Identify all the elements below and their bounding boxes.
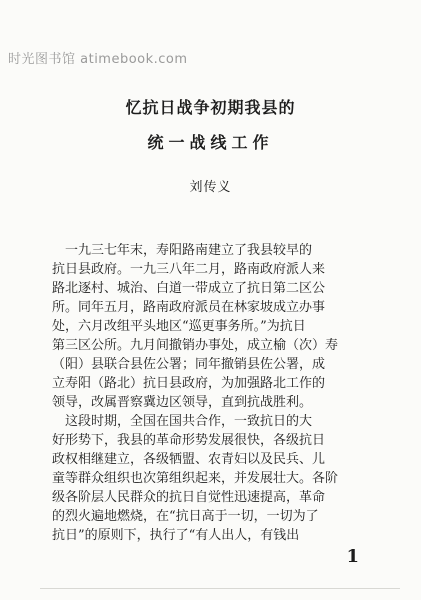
body-line: 抗日”的原则下，执行了“有人出人，有钱出: [52, 528, 300, 543]
body-line: 所。同年五月，路南政府派员在林家坡成立办事: [52, 300, 326, 315]
body-line: 的烈火遍地燃烧，在“抗日高于一切，一切为了: [52, 509, 319, 524]
article-title-line2: 统一战线工作: [147, 133, 274, 152]
author-name: 刘传义: [189, 180, 232, 195]
page-number: 1: [346, 546, 359, 567]
body-line: 政权相继建立，各级牺盟、农青妇以及民兵、儿: [52, 452, 326, 467]
body-line: 第三区公所。九月间撤销办事处，成立榆（次）寿: [52, 338, 339, 353]
body-line: （阳）县联合县佐公署；同年撤销县佐公署，成: [52, 357, 326, 372]
site-watermark: 时光图书馆 atimebook.com: [8, 52, 188, 67]
body-line: 好形势下，我县的革命形势发展很快，各级抗日: [52, 433, 326, 448]
body-line: 童等群众组织也次第组织起来，并发展壮大。各阶: [52, 471, 339, 486]
body-line: 抗日县政府。一九三八年二月，路南政府派人来: [52, 262, 326, 277]
body-line: 领导，改属晋察冀边区领导，直到抗战胜利。: [52, 395, 313, 410]
body-line: 路北逐村、城治、白道一带成立了抗日第二区公: [52, 281, 326, 296]
body-line: 级各阶层人民群众的抗日自觉性迅速提高，革命: [52, 490, 326, 505]
body-line: 这段时期，全国在国共合作，一致抗日的大: [52, 414, 313, 429]
bottom-divider: [40, 588, 400, 589]
article-title-line1: 忆抗日战争初期我县的: [125, 98, 296, 117]
body-line: 处，六月改组平头地区“巡更事务所。”为抗日: [52, 319, 306, 334]
body-line: 一九三七年末，寿阳路南建立了我县较早的: [52, 243, 313, 258]
body-line: 立寿阳（路北）抗日县政府，为加强路北工作的: [52, 376, 326, 391]
